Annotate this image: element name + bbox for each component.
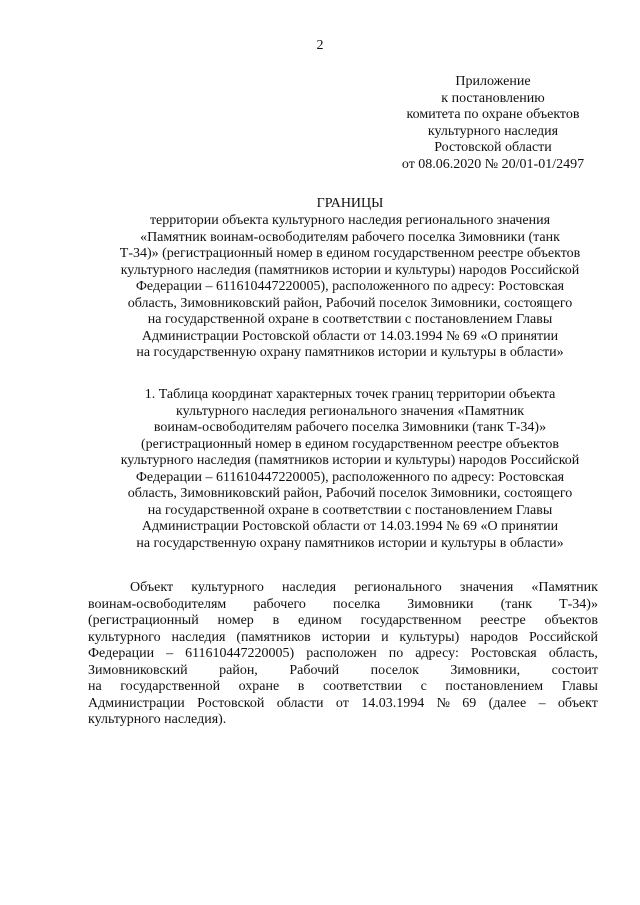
body-word: поселка	[332, 596, 381, 612]
body-word: Зимовниковский	[88, 662, 188, 678]
body-word: Зимовники,	[450, 662, 521, 678]
body-word: государственном	[360, 613, 462, 628]
body-word: «Памятник	[531, 580, 598, 595]
body-word: –	[538, 695, 546, 711]
body-line	[88, 679, 598, 696]
body-word: культуры)	[399, 629, 460, 645]
body-word: (танк	[500, 596, 533, 612]
body-word: Федерации	[88, 646, 155, 661]
body-line	[88, 613, 598, 630]
body-word: постановлением	[445, 679, 544, 694]
body-word: наследия	[282, 580, 337, 595]
section-line: культурного наследия регионального значения «Памятник	[175, 403, 525, 419]
section-line: Администрации Ростовской области от 14.03.1994 № 69 «О принятии	[141, 519, 559, 534]
approval-line: к постановлению	[441, 90, 545, 106]
body-word: Ростовская	[470, 646, 537, 661]
page-number: 2	[316, 38, 324, 53]
section-line: 1. Таблица координат характерных точек границ территории объекта	[144, 387, 556, 402]
body-word: №	[436, 695, 450, 711]
body-word: Администрации	[88, 695, 185, 711]
subtitle-line: Федерации – 611610447220005), расположенного по адресу: Ростовская	[135, 279, 565, 294]
body-word: (памятников	[236, 629, 311, 645]
body-word: культурного наследия).	[88, 712, 227, 727]
body-word: расположен	[306, 646, 377, 661]
body-word: Главы	[561, 679, 598, 694]
body-word: реестре	[480, 613, 526, 628]
section-line: (регистрационный номер в едином государственном реестре объектов	[140, 436, 560, 452]
body-line	[88, 580, 598, 597]
body-word: 69	[462, 695, 477, 711]
body-word: (регистрационный	[88, 613, 199, 628]
body-word: 611610447220005)	[185, 646, 295, 661]
body-word: область,	[548, 646, 598, 661]
section-heading	[100, 387, 600, 552]
body-word: наследия	[171, 629, 226, 645]
body-word: Ростовской	[197, 695, 265, 711]
section-line: на государственную охрану памятников истории и культуры в области»	[136, 535, 564, 551]
document-title: ГРАНИЦЫ	[316, 196, 384, 211]
approval-line: от 08.06.2020 № 20/01-01/2497	[401, 156, 585, 172]
body-paragraph	[88, 580, 598, 729]
body-word: –	[166, 646, 174, 661]
subtitle-line: на государственной охране в соответствии с постановлением Главы	[147, 312, 553, 327]
body-word: (далее	[488, 695, 527, 711]
subtitle-line: Т-34)» (регистрационный номер в едином государственном реестре объектов	[119, 246, 581, 261]
body-line	[88, 597, 598, 614]
body-word: рабочего	[253, 596, 306, 612]
body-word: охране	[238, 679, 280, 694]
body-word: культурного	[191, 580, 264, 595]
body-word: объект	[557, 695, 598, 711]
approval-line: Ростовской области	[434, 140, 552, 155]
body-word: состоит	[551, 662, 598, 678]
body-word: Объект	[130, 580, 174, 595]
subtitle-line: область, Зимовниковский район, Рабочий поселок Зимовники, состоящего	[127, 295, 573, 311]
body-word: Российской	[528, 629, 598, 645]
body-word: истории	[321, 629, 371, 645]
body-word: от	[335, 695, 349, 711]
body-line	[88, 712, 598, 729]
document-subtitle	[100, 213, 600, 362]
body-word: государственной	[120, 679, 221, 694]
body-word: значения	[459, 580, 514, 595]
body-word: Рабочий	[289, 662, 340, 678]
body-word: 14.03.1994	[361, 695, 425, 711]
body-word: регионального	[354, 580, 442, 595]
subtitle-line: Администрации Ростовской области от 14.03.1994 № 69 «О принятии	[141, 328, 559, 344]
approval-line: культурного наследия	[427, 123, 559, 139]
body-word: едином	[298, 613, 342, 628]
body-word: район,	[219, 662, 258, 678]
body-word: соответствии	[322, 679, 403, 694]
body-word: в	[272, 613, 280, 628]
body-word: адресу:	[415, 646, 459, 661]
section-line: область, Зимовниковский район, Рабочий поселок Зимовники, состоящего	[127, 486, 573, 501]
body-line	[88, 663, 598, 680]
body-word: в	[297, 679, 305, 694]
body-word: и	[381, 629, 389, 645]
body-word: номер	[217, 613, 254, 628]
approval-block	[388, 74, 598, 173]
section-line: воинам-освободителям рабочего поселка Зимовники (танк Т-34)»	[153, 420, 547, 435]
body-word: объектов	[544, 613, 598, 628]
section-line: культурного наследия (памятников истории и культуры) народов Российской	[120, 453, 580, 468]
body-word: по	[388, 646, 404, 661]
body-word: области	[276, 695, 324, 711]
body-line	[88, 696, 598, 713]
body-word: с	[420, 679, 427, 694]
body-word: на	[88, 679, 102, 694]
body-word: народов	[470, 629, 519, 645]
section-line: Федерации – 611610447220005), расположенного по адресу: Ростовская	[135, 469, 565, 485]
body-word: поселок	[370, 662, 419, 678]
body-word: Зимовники	[407, 596, 474, 612]
section-line: на государственной охране в соответствии с постановлением Главы	[147, 502, 553, 518]
approval-line: Приложение	[455, 74, 531, 89]
approval-line: комитета по охране объектов	[406, 107, 580, 122]
subtitle-line: территории объекта культурного наследия регионального значения	[149, 213, 551, 228]
subtitle-line: культурного наследия (памятников истории и культуры) народов Российской	[120, 262, 580, 278]
body-word: культурного	[88, 629, 161, 645]
subtitle-line: на государственную охрану памятников истории и культуры в области»	[136, 345, 564, 360]
subtitle-line: «Памятник воинам-освободителям рабочего поселка Зимовники (танк	[140, 229, 560, 245]
body-word: воинам-освободителям	[88, 596, 227, 612]
body-word: Т-34)»	[559, 596, 598, 612]
body-line	[88, 646, 598, 663]
body-line	[88, 630, 598, 647]
